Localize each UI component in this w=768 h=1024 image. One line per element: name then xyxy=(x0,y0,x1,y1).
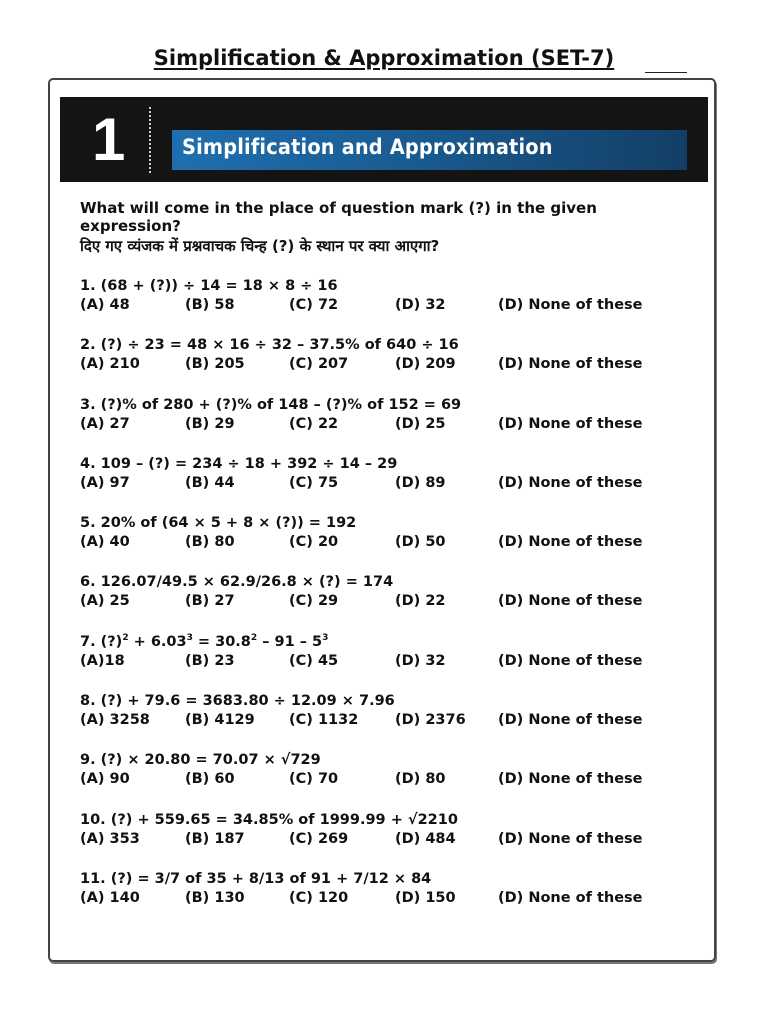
option-none: (D) None of these xyxy=(498,830,643,847)
chapter-banner xyxy=(60,97,708,182)
question-text: 4. 109 – (?) = 234 ÷ 18 + 392 ÷ 14 – 29 xyxy=(80,455,398,472)
option-b: (B) 205 xyxy=(185,356,245,373)
option-d: (D) 32 xyxy=(395,297,446,313)
question-text: 2. (?) ÷ 23 = 48 × 16 ÷ 32 – 37.5% of 640 ÷ 16 xyxy=(80,337,459,354)
question-text: 5. 20% of (64 × 5 + 8 × (?)) = 192 xyxy=(80,515,357,532)
option-b: (B) 60 xyxy=(185,771,235,788)
option-d: (D) 89 xyxy=(395,474,446,491)
option-a: (A) 90 xyxy=(80,771,130,788)
question-1 xyxy=(80,277,700,336)
option-c: (C) 45 xyxy=(289,652,339,669)
option-a: (A) 353 xyxy=(80,830,140,847)
question-options xyxy=(80,295,700,315)
question-text: 7. (?)$^2$ + $6.03^3 = 30.8^2 - 91 - 5^3$ xyxy=(80,632,329,650)
question-6 xyxy=(80,573,700,632)
option-c: (C) 22 xyxy=(289,415,339,432)
option-c: (C) 20 xyxy=(289,534,339,551)
option-b: (B) 187 xyxy=(185,830,245,847)
option-none: (D) None of these xyxy=(498,593,643,610)
option-c: (C) 269 xyxy=(289,830,349,847)
option-none: (D) None of these xyxy=(498,534,643,551)
question-text: 3. (?)% of 280 + (?)% of 148 – (?)% of 152 = 69 xyxy=(80,396,462,413)
option-b: (B) 130 xyxy=(185,889,245,906)
option-b: (B) 27 xyxy=(185,593,235,610)
option-c: (C) 1132 xyxy=(289,712,359,729)
question-text: 10. (?) + 559.65 = 34.85% of 1999.99 + √2210 xyxy=(80,811,458,828)
option-c: (C) 75 xyxy=(289,474,339,491)
option-d: (D) 80 xyxy=(395,771,446,788)
question-8 xyxy=(80,692,700,751)
option-a: (A) 140 xyxy=(80,889,140,906)
question-9 xyxy=(80,751,700,810)
option-none: (D) None of these xyxy=(498,415,643,432)
chapter-title-bar xyxy=(172,130,687,170)
option-d: (D) 22 xyxy=(395,593,446,610)
option-c: (C) 70 xyxy=(289,771,339,788)
option-b: (B) 80 xyxy=(185,534,235,551)
option-a: (A) 40 xyxy=(80,534,130,551)
question-4 xyxy=(80,455,700,514)
question-11 xyxy=(80,870,700,929)
instructions xyxy=(80,199,640,255)
option-b: (B) 23 xyxy=(185,652,235,669)
question-list xyxy=(80,277,700,929)
option-b: (B) 58 xyxy=(185,297,235,313)
option-a: (A) 97 xyxy=(80,474,130,491)
question-options xyxy=(80,888,700,908)
question-7 xyxy=(80,633,700,692)
question-10 xyxy=(80,811,700,870)
question-options xyxy=(80,710,700,730)
chapter-title: Simplification and Approximation xyxy=(182,135,553,159)
title-underline-extension xyxy=(645,72,687,73)
option-a: (A) 3258 xyxy=(80,712,150,729)
question-options xyxy=(80,829,700,849)
question-text: 11. (?) = 3/7 of 35 + 8/13 of 91 + 7/12 × 84 xyxy=(80,870,432,887)
question-options xyxy=(80,532,700,552)
option-none: (D) None of these xyxy=(498,356,643,373)
option-none: (D) None of these xyxy=(498,712,643,729)
instruction-english: What will come in the place of question mark (?) in the given expression? xyxy=(80,199,597,235)
option-b: (B) 44 xyxy=(185,474,235,491)
option-d: (D) 25 xyxy=(395,415,446,432)
question-3 xyxy=(80,396,700,455)
option-c: (C) 29 xyxy=(289,593,339,610)
option-c: (C) 120 xyxy=(289,889,349,906)
option-d: (D) 209 xyxy=(395,356,456,373)
option-none: (D) None of these xyxy=(498,474,643,491)
option-d: (D) 2376 xyxy=(395,712,466,729)
option-b: (B) 4129 xyxy=(185,712,255,729)
question-text: 1. (68 + (?)) ÷ 14 = 18 × 8 ÷ 16 xyxy=(80,278,338,294)
question-options xyxy=(80,414,700,434)
chapter-number: 1 xyxy=(92,106,126,173)
option-d: (D) 150 xyxy=(395,889,456,906)
question-text: 9. (?) × 20.80 = 70.07 × √729 xyxy=(80,752,321,769)
question-text: 6. 126.07/49.5 × 62.9/26.8 × (?) = 174 xyxy=(80,574,394,591)
option-none: (D) None of these xyxy=(498,297,643,313)
option-a: (A) 27 xyxy=(80,415,130,432)
option-b: (B) 29 xyxy=(185,415,235,432)
question-options xyxy=(80,651,700,671)
banner-dotted-divider xyxy=(149,107,151,173)
option-d: (D) 50 xyxy=(395,534,446,551)
instruction-hindi: दिए गए व्यंजक में प्रश्नवाचक चिन्ह (?) के स्थान पर क्या आएगा? xyxy=(80,237,440,255)
option-none: (D) None of these xyxy=(498,889,643,906)
question-options xyxy=(80,354,700,374)
page-title: Simplification & Approximation (SET-7) xyxy=(153,46,615,70)
option-d: (D) 484 xyxy=(395,830,456,847)
question-2 xyxy=(80,336,700,395)
option-none: (D) None of these xyxy=(498,652,643,669)
question-options xyxy=(80,473,700,493)
question-text: 8. (?) + 79.6 = 3683.80 ÷ 12.09 × 7.96 xyxy=(80,693,395,710)
option-a: (A)18 xyxy=(80,652,125,669)
option-c: (C) 72 xyxy=(289,297,339,313)
option-d: (D) 32 xyxy=(395,652,446,669)
question-options xyxy=(80,769,700,789)
option-a: (A) 48 xyxy=(80,297,130,313)
option-c: (C) 207 xyxy=(289,356,349,373)
option-a: (A) 25 xyxy=(80,593,130,610)
question-5 xyxy=(80,514,700,573)
question-options xyxy=(80,591,700,611)
option-none: (D) None of these xyxy=(498,771,643,788)
option-a: (A) 210 xyxy=(80,356,140,373)
